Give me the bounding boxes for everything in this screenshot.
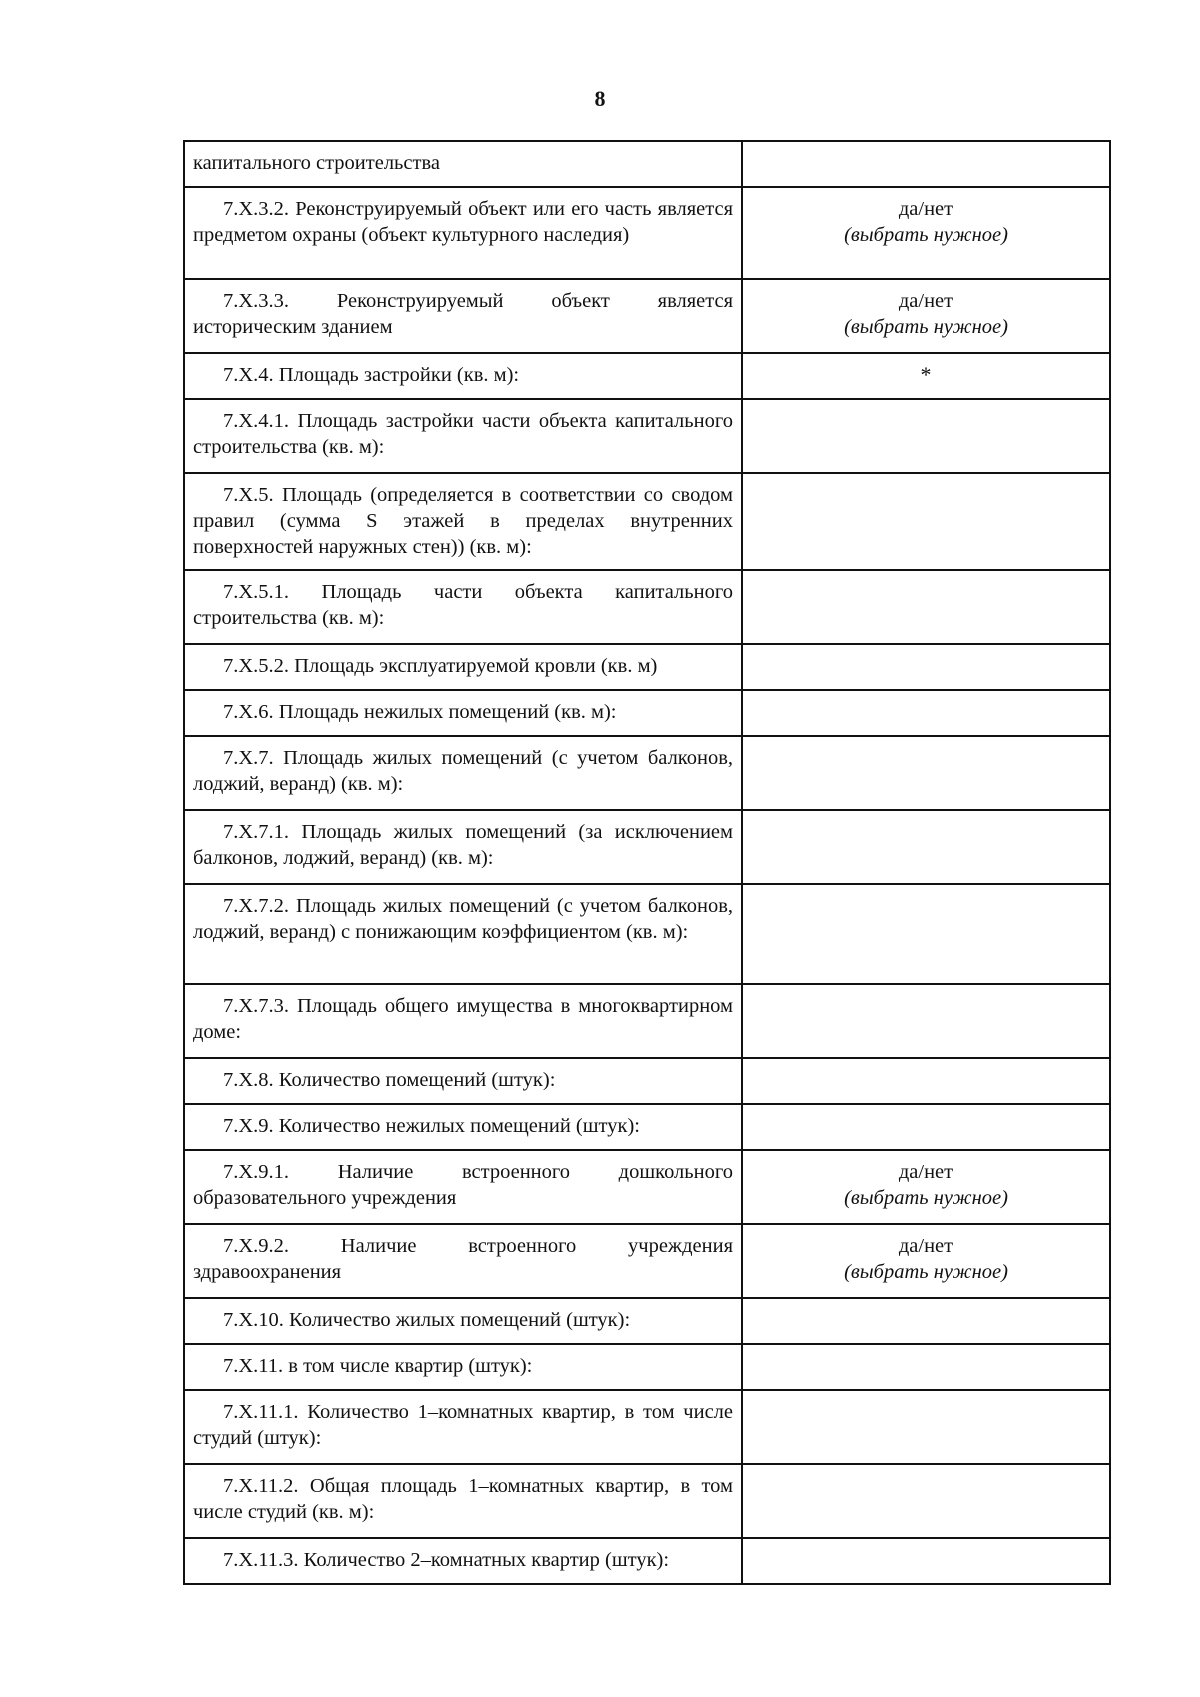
field-label: 7.X.9.1. Наличие встроенного дошкольного образовательного учреждения: [193, 1161, 733, 1209]
field-label-cell: [184, 736, 742, 810]
table-row: [184, 570, 1110, 644]
field-value-cell[interactable]: [742, 1344, 1110, 1390]
field-value-cell[interactable]: [742, 1104, 1110, 1150]
field-label-cell: [184, 1150, 742, 1224]
yes-no-value: да/нет: [898, 1161, 954, 1183]
table-row: [184, 736, 1110, 810]
field-label: 7.X.10. Количество жилых помещений (штук):: [223, 1309, 631, 1331]
field-label-cell: [184, 1224, 742, 1298]
table-row: [184, 1298, 1110, 1344]
field-label: 7.X.5.2. Площадь эксплуатируемой кровли (кв. м): [223, 655, 658, 677]
field-value-cell[interactable]: [742, 353, 1110, 399]
field-label: 7.X.11.3. Количество 2–комнатных квартир (штук):: [223, 1549, 670, 1571]
field-value-cell[interactable]: [742, 884, 1110, 984]
table-row: [184, 399, 1110, 473]
field-value-cell[interactable]: [742, 187, 1110, 279]
field-label: 7.X.7.1. Площадь жилых помещений (за исключением балконов, лоджий, веранд) (кв. м):: [193, 821, 733, 869]
field-label: 7.X.7.2. Площадь жилых помещений (с учетом балконов, лоджий, веранд) с понижающим коэффициентом (кв. м):: [193, 895, 733, 943]
table-row: [184, 1390, 1110, 1464]
choose-hint: (выбрать нужное): [844, 1261, 1008, 1283]
field-label: 7.X.4. Площадь застройки (кв. м):: [223, 364, 520, 386]
field-value-cell[interactable]: [742, 1150, 1110, 1224]
field-label: 7.X.5. Площадь (определяется в соответствии со сводом правил (сумма S этажей в пределах внутренних поверхностей наружных стен)) (кв. м):: [193, 484, 733, 558]
field-label: 7.X.11.2. Общая площадь 1–комнатных квартир, в том числе студий (кв. м):: [193, 1475, 733, 1523]
field-label: 7.X.11.1. Количество 1–комнатных квартир, в том числе студий (штук):: [193, 1401, 733, 1449]
asterisk-mark: *: [920, 362, 932, 387]
choose-hint: (выбрать нужное): [844, 1187, 1008, 1209]
field-label-cell: [184, 187, 742, 279]
field-label-cell: [184, 1538, 742, 1584]
field-value-cell[interactable]: [742, 1538, 1110, 1584]
field-label-cell: [184, 1390, 742, 1464]
table-row: [184, 353, 1110, 399]
table-row: [184, 984, 1110, 1058]
field-label-cell: [184, 644, 742, 690]
table-row: [184, 1150, 1110, 1224]
field-label-cell: [184, 984, 742, 1058]
table-row: [184, 884, 1110, 984]
table-row: [184, 1104, 1110, 1150]
table-row: [184, 1224, 1110, 1298]
table-row: [184, 1344, 1110, 1390]
field-label: 7.X.8. Количество помещений (штук):: [223, 1069, 556, 1091]
field-label: 7.X.9.2. Наличие встроенного учреждения здравоохранения: [193, 1235, 733, 1283]
field-value-cell[interactable]: [742, 1058, 1110, 1104]
field-label: 7.X.3.2. Реконструируемый объект или его часть является предметом охраны (объект культурного наследия): [193, 198, 733, 246]
choose-hint: (выбрать нужное): [844, 316, 1008, 338]
field-value-cell[interactable]: [742, 570, 1110, 644]
table-row: [184, 690, 1110, 736]
field-label: капитального строительства: [193, 152, 440, 174]
field-label: 7.X.11. в том числе квартир (штук):: [223, 1355, 533, 1377]
field-value-cell[interactable]: [742, 1464, 1110, 1538]
field-value-cell[interactable]: [742, 690, 1110, 736]
field-label: 7.X.5.1. Площадь части объекта капитального строительства (кв. м):: [193, 581, 733, 629]
table-row: [184, 187, 1110, 279]
field-label: 7.X.6. Площадь нежилых помещений (кв. м):: [223, 701, 617, 723]
field-label: 7.X.3.3. Реконструируемый объект является историческим зданием: [193, 290, 733, 338]
field-value-cell[interactable]: [742, 279, 1110, 353]
table-row: [184, 1464, 1110, 1538]
field-label-cell: [184, 884, 742, 984]
table-row: [184, 1058, 1110, 1104]
table-row: [184, 141, 1110, 187]
field-label-cell: [184, 1058, 742, 1104]
field-value-cell[interactable]: [742, 736, 1110, 810]
field-label: 7.X.4.1. Площадь застройки части объекта капитального строительства (кв. м):: [193, 410, 733, 458]
field-label: 7.X.9. Количество нежилых помещений (штук):: [223, 1115, 640, 1137]
form-table-body: [184, 141, 1110, 1584]
field-label-cell: [184, 473, 742, 570]
field-value-cell[interactable]: [742, 473, 1110, 570]
table-row: [184, 473, 1110, 570]
yes-no-value: да/нет: [898, 1235, 954, 1257]
page-number: 8: [594, 86, 606, 111]
field-label-cell: [184, 353, 742, 399]
field-label-cell: [184, 1298, 742, 1344]
table-row: [184, 810, 1110, 884]
field-label-cell: [184, 1344, 742, 1390]
table-row: [184, 1538, 1110, 1584]
field-label: 7.X.7.3. Площадь общего имущества в многоквартирном доме:: [193, 995, 733, 1043]
field-value-cell[interactable]: [742, 141, 1110, 187]
field-label-cell: [184, 1464, 742, 1538]
field-value-cell[interactable]: [742, 1390, 1110, 1464]
yes-no-value: да/нет: [898, 198, 954, 220]
field-label-cell: [184, 690, 742, 736]
field-label-cell: [184, 141, 742, 187]
field-value-cell[interactable]: [742, 1224, 1110, 1298]
table-row: [184, 644, 1110, 690]
field-label: 7.X.7. Площадь жилых помещений (с учетом балконов, лоджий, веранд) (кв. м):: [193, 747, 733, 795]
field-label-cell: [184, 399, 742, 473]
field-label-cell: [184, 570, 742, 644]
table-row: [184, 279, 1110, 353]
field-value-cell[interactable]: [742, 1298, 1110, 1344]
field-value-cell[interactable]: [742, 810, 1110, 884]
field-label-cell: [184, 810, 742, 884]
field-label-cell: [184, 279, 742, 353]
field-label-cell: [184, 1104, 742, 1150]
field-value-cell[interactable]: [742, 984, 1110, 1058]
yes-no-value: да/нет: [898, 290, 954, 312]
field-value-cell[interactable]: [742, 399, 1110, 473]
choose-hint: (выбрать нужное): [844, 224, 1008, 246]
form-table: [183, 140, 1111, 1585]
field-value-cell[interactable]: [742, 644, 1110, 690]
